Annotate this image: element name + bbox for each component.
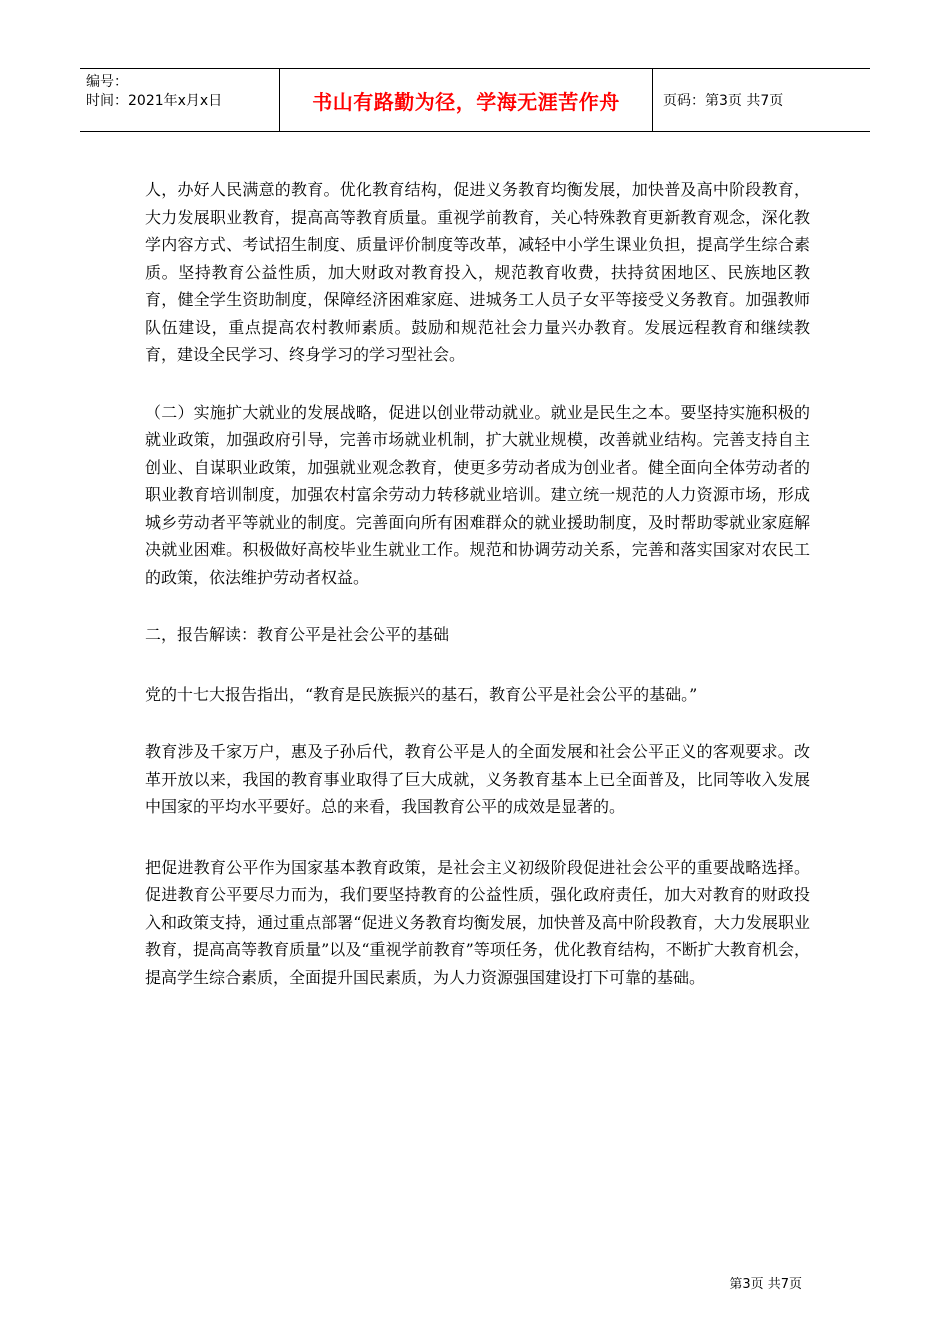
- page-header: [80, 68, 870, 132]
- serial-number-label: 编号：: [86, 74, 128, 90]
- section-heading: 二，报告解读：教育公平是社会公平的基础: [145, 625, 450, 644]
- paragraph-policy: 把促进教育公平作为国家基本教育政策，是社会主义初级阶段促进社会公平的重要战略选择。促进教育公平要尽力而为，我们要坚持教育的公益性质，强化政府责任，加大对教育的财政投入和政策支持，通过重点部署“促进义务教育均衡发展，加快普及高中阶段教育，大力发展职业教育，提高高等教育质量”以及“重视学前教育”等项任务，优化教育结构，不断扩大教育机会，提高学生综合素质，全面提升国民素质，为人力资源强国建设打下可靠的基础。: [145, 857, 810, 987]
- date-line: 时间：2021年x月x日: [86, 93, 223, 109]
- header-page-info: 页码：第3页 共7页: [663, 93, 784, 109]
- header-meta: [80, 69, 280, 131]
- page-footer: 第3页 共7页: [729, 1277, 802, 1292]
- paragraph-education: 人，办好人民满意的教育。优化教育结构，促进义务教育均衡发展，加快普及高中阶段教育，大力发展职业教育，提高高等教育质量。重视学前教育，关心特殊教育更新教育观念，深化教学内容方式、考试招生制度、质量评价制度等改革，减轻中小学生课业负担，提高学生综合素质。坚持教育公益性质，加大财政对教育投入，规范教育收费，扶持贫困地区、民族地区教育，健全学生资助制度，保障经济困难家庭、进城务工人员子女平等接受义务教育。加强教师队伍建设，重点提高农村教师素质。鼓励和规范社会力量兴办教育。发展远程教育和继续教育，建设全民学习、终身学习的学习型社会。: [145, 180, 810, 364]
- paragraph-employment: （二）实施扩大就业的发展战略，促进以创业带动就业。就业是民生之本。要坚持实施积极的就业政策，加强政府引导，完善市场就业机制，扩大就业规模，改善就业结构。完善支持自主创业、自谋职业政策，加强就业观念教育，使更多劳动者成为创业者。健全面向全体劳动者的职业教育培训制度，加强农村富余劳动力转移就业培训。建立统一规范的人力资源市场，形成城乡劳动者平等就业的制度。完善面向所有困难群众的就业援助制度，及时帮助零就业家庭解决就业困难。积极做好高校毕业生就业工作。规范和协调劳动关系，完善和落实国家对农民工的政策，依法维护劳动者权益。: [145, 402, 810, 587]
- document-body: [145, 176, 810, 991]
- header-motto: 书山有路勤为径，学海无涯苦作舟: [280, 69, 653, 131]
- paragraph-quote: 党的十七大报告指出，“教育是民族振兴的基石，教育公平是社会公平的基础。”: [145, 684, 698, 704]
- paragraph-education-equity: 教育涉及千家万户，惠及子孙后代，教育公平是人的全面发展和社会公平正义的客观要求。改革开放以来，我国的教育事业取得了巨大成就，义务教育基本上已全面普及，比同等收入发展中国家的平均水平要好。总的来看，我国教育公平的成效是显著的。: [145, 742, 810, 816]
